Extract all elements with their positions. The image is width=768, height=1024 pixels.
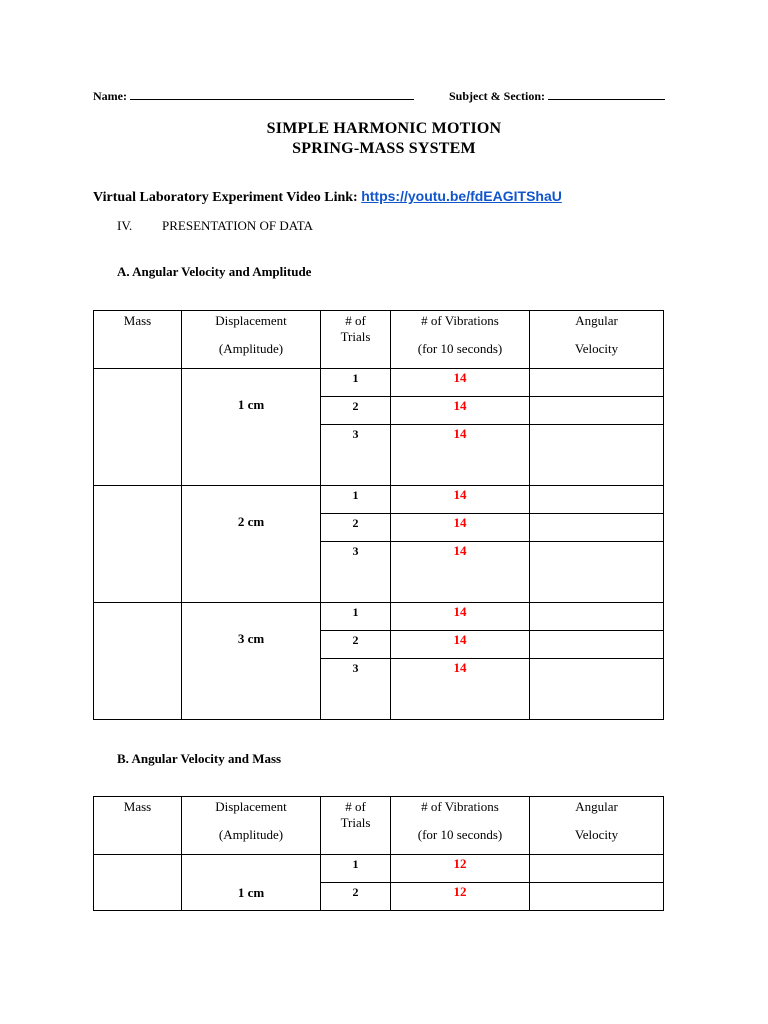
table-a-heading: A. Angular Velocity and Amplitude — [117, 264, 312, 279]
table-row — [94, 369, 664, 397]
vibrations-cell: 14 — [391, 542, 530, 603]
video-link[interactable]: https://youtu.be/fdEAGITShaU — [361, 188, 562, 204]
vibrations-cell: 12 — [391, 883, 530, 911]
document-title: SIMPLE HARMONIC MOTION — [266, 120, 502, 137]
trial-cell: 3 — [321, 542, 391, 603]
angular-velocity-cell[interactable] — [530, 659, 664, 720]
vibrations-cell: 14 — [391, 603, 530, 631]
video-link-line — [93, 188, 562, 206]
vibrations-cell: 14 — [391, 514, 530, 542]
vibrations-cell: 14 — [391, 486, 530, 514]
table-b-heading: B. Angular Velocity and Mass — [117, 751, 282, 766]
subject-label: Subject & Section: — [449, 89, 545, 103]
vibrations-cell: 14 — [391, 425, 530, 486]
col-vibrations: # of Vibrations (for 10 seconds) — [391, 797, 530, 855]
col-displacement: Displacement (Amplitude) — [182, 797, 321, 855]
trial-cell: 1 — [321, 486, 391, 514]
name-blank[interactable] — [130, 88, 414, 100]
table-b-header-row — [94, 797, 664, 855]
table-row — [94, 486, 664, 514]
angular-velocity-cell[interactable] — [530, 855, 664, 883]
mass-cell[interactable] — [94, 603, 182, 720]
vibrations-cell: 14 — [391, 631, 530, 659]
col-angular-velocity: Angular Velocity — [530, 311, 664, 369]
angular-velocity-cell[interactable] — [530, 369, 664, 397]
displacement-cell: 1 cm — [182, 369, 321, 486]
col-angular-velocity: Angular Velocity — [530, 797, 664, 855]
video-link-label: Virtual Laboratory Experiment Video Link: — [93, 190, 358, 205]
angular-velocity-cell[interactable] — [530, 631, 664, 659]
trial-cell: 2 — [321, 514, 391, 542]
mass-cell[interactable] — [94, 855, 182, 911]
trial-cell: 1 — [321, 603, 391, 631]
col-vibrations: # of Vibrations (for 10 seconds) — [391, 311, 530, 369]
section-number: IV. — [117, 218, 133, 233]
col-displacement: Displacement (Amplitude) — [182, 311, 321, 369]
table-row — [94, 855, 664, 883]
displacement-cell: 1 cm — [182, 855, 321, 911]
table-row — [94, 603, 664, 631]
subject-blank[interactable] — [548, 88, 665, 100]
vibrations-cell: 14 — [391, 369, 530, 397]
vibrations-cell: 14 — [391, 397, 530, 425]
col-trials: # of Trials — [321, 311, 391, 369]
angular-velocity-cell[interactable] — [530, 425, 664, 486]
vibrations-cell: 12 — [391, 855, 530, 883]
col-mass: Mass — [94, 311, 182, 369]
col-trials: # of Trials — [321, 797, 391, 855]
table-angular-velocity-mass — [93, 796, 664, 911]
angular-velocity-cell[interactable] — [530, 486, 664, 514]
trial-cell: 1 — [321, 855, 391, 883]
section-title: PRESENTATION OF DATA — [162, 218, 314, 233]
subject-field — [449, 88, 665, 104]
table-a-header-row — [94, 311, 664, 369]
trial-cell: 2 — [321, 883, 391, 911]
trial-cell: 1 — [321, 369, 391, 397]
col-mass: Mass — [94, 797, 182, 855]
document-subtitle: SPRING-MASS SYSTEM — [292, 140, 476, 157]
angular-velocity-cell[interactable] — [530, 883, 664, 911]
angular-velocity-cell[interactable] — [530, 542, 664, 603]
displacement-cell: 3 cm — [182, 603, 321, 720]
trial-cell: 3 — [321, 659, 391, 720]
table-angular-velocity-amplitude — [93, 310, 664, 720]
angular-velocity-cell[interactable] — [530, 397, 664, 425]
trial-cell: 2 — [321, 631, 391, 659]
name-field — [93, 88, 414, 104]
displacement-cell: 2 cm — [182, 486, 321, 603]
mass-cell[interactable] — [94, 369, 182, 486]
vibrations-cell: 14 — [391, 659, 530, 720]
name-label: Name: — [93, 89, 127, 103]
trial-cell: 2 — [321, 397, 391, 425]
angular-velocity-cell[interactable] — [530, 603, 664, 631]
angular-velocity-cell[interactable] — [530, 514, 664, 542]
trial-cell: 3 — [321, 425, 391, 486]
mass-cell[interactable] — [94, 486, 182, 603]
